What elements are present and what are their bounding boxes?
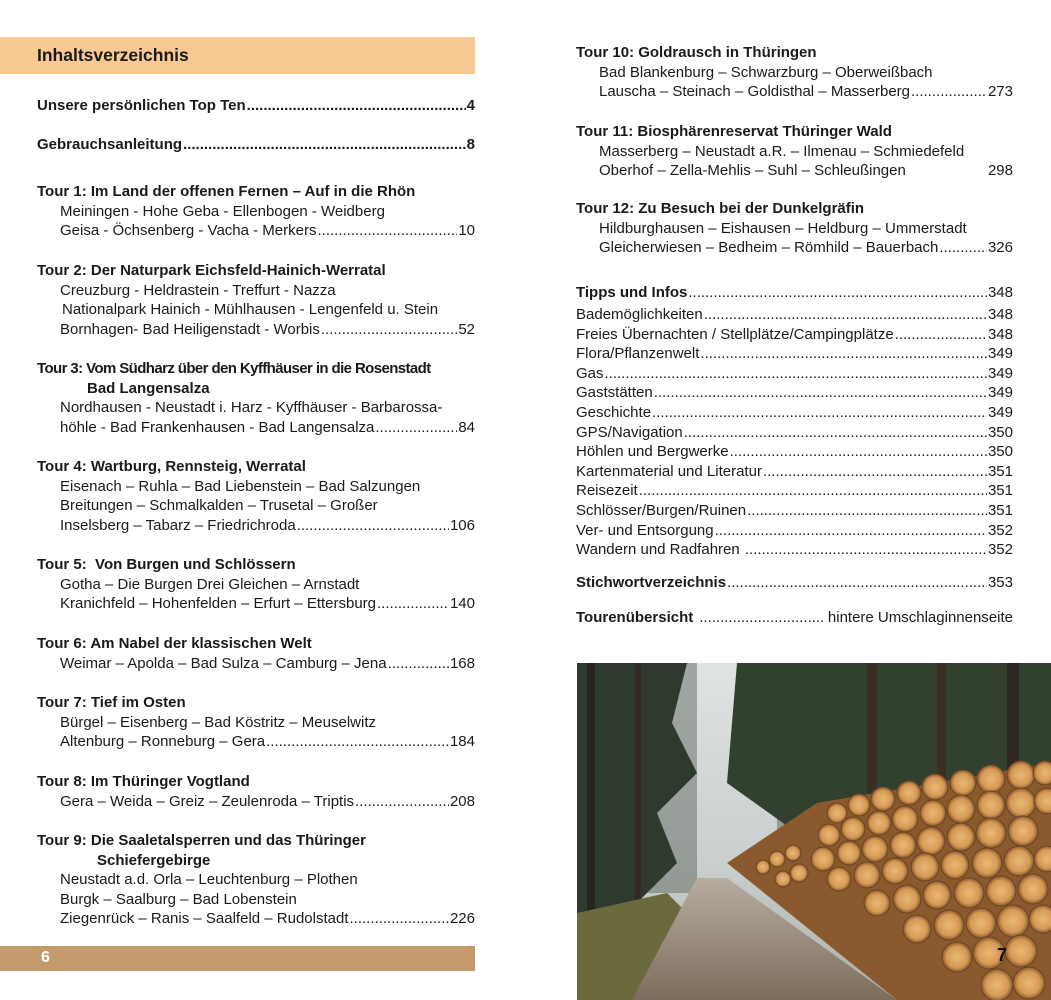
toc-entry-tour2: Tour 2: Der Naturpark Eichsfeld-Hainich-Werratal Creuzburg - Heldrastein - Treffurt - Nazza Nationalpark Hainich - Mühlhausen - Lengenfeld u. Stein Bornhagen- Bad Heiligenstadt - Worbis ..... 52 — [37, 261, 475, 339]
toc-entry-tour5: Tour 5: Von Burgen und Schlössern Gotha – Die Burgen Drei Gleichen – Arnstadt Kranichfeld – Hohenfelden – Erfurt – Ettersburg ..... 140 — [37, 555, 475, 614]
list-item: Wandern und Radfahren ..... 352 — [576, 540, 1013, 560]
toc-entry-tour8: Tour 8: Im Thüringer Vogtland Gera – Weida – Greiz – Zeulenroda – Triptis ..... 208 — [37, 772, 475, 811]
toc-entry-tour6: Tour 6: Am Nabel der klassischen Welt Weimar – Apolda – Bad Sulza – Camburg – Jena ..... 168 — [37, 634, 475, 673]
list-item: Schlösser/Burgen/Ruinen ..... 351 — [576, 501, 1013, 521]
list-item: Freies Übernachten / Stellplätze/Campingplätze ..... 348 — [576, 325, 1013, 345]
list-item: GPS/Navigation ..... 350 — [576, 423, 1013, 443]
toc-entry-tourenuebersicht: Tourenübersicht ..... hintere Umschlaginnenseite — [576, 608, 1013, 628]
list-item: Reisezeit ..... 351 — [576, 481, 1013, 501]
list-item: Flora/Pflanzenwelt ..... 349 — [576, 344, 1013, 364]
list-item: Geschichte ..... 349 — [576, 403, 1013, 423]
page-footer-bar — [0, 946, 475, 971]
toc-entry-tipps: Tipps und Infos ..... 348 — [576, 283, 1013, 303]
toc-entry-tour9: Tour 9: Die Saaletalsperren und das Thüringer Schiefergebirge Neustadt a.d. Orla – Leuchtenburg – Plothen Burgk – Saalburg – Bad Lobenstein Ziegenrück – Ranis – Saalfeld – Rudolstadt ..... 226 — [37, 831, 475, 929]
list-item: Bademöglichkeiten ..... 348 — [576, 305, 1013, 325]
right-page — [525, 0, 1051, 1000]
toc-header: Inhaltsverzeichnis — [0, 37, 475, 74]
toc-entry-gebrauchsanleitung: Gebrauchsanleitung ..... 8 — [37, 135, 475, 155]
toc-info-list — [576, 305, 1013, 560]
list-item: Gaststätten ..... 349 — [576, 383, 1013, 403]
page-number: 7 — [997, 945, 1008, 965]
toc-entry-tour7: Tour 7: Tief im Osten Bürgel – Eisenberg – Bad Köstritz – Meuselwitz Altenburg – Ronneburg – Gera ..... 184 — [37, 693, 475, 752]
list-item: Gas ..... 349 — [576, 364, 1013, 384]
list-item: Ver- und Entsorgung ..... 352 — [576, 521, 1013, 541]
left-page — [0, 0, 525, 1000]
list-item: Höhlen und Bergwerke ..... 350 — [576, 442, 1013, 462]
toc-entry-tour3: Tour 3: Vom Südharz über den Kyffhäuser in die Rosenstadt Bad Langensalza Nordhausen - Neustadt i. Harz - Kyffhäuser - Barbarossa- höhle - Bad Frankenhausen - Bad Langensalza ..... 84 — [37, 359, 475, 437]
forest-woodpile-photo — [577, 663, 1051, 1000]
list-item: Kartenmaterial und Literatur ..... 351 — [576, 462, 1013, 482]
toc-entry-top-ten: Unsere persönlichen Top Ten ..... 4 — [37, 96, 475, 116]
toc-entry-tour4: Tour 4: Wartburg, Rennsteig, Werratal Eisenach – Ruhla – Bad Liebenstein – Bad Salzungen Breitungen – Schmalkalden – Trusetal – Großer Inselsberg – Tabarz – Friedrichroda ..... 106 — [37, 457, 475, 535]
toc-entry-stichwortverzeichnis: Stichwortverzeichnis ..... 353 — [576, 573, 1013, 593]
toc-entry-tour1: Tour 1: Im Land der offenen Fernen – Auf in die Rhön Meiningen - Hohe Geba - Ellenbogen - Weidberg Geisa - Öchsenberg - Vacha - Merkers ..... 10 — [37, 182, 475, 241]
toc-entry-tour10: Tour 10: Goldrausch in Thüringen Bad Blankenburg – Schwarzburg – Oberweißbach Lauscha – Steinach – Goldisthal – Masserberg ..... 273 — [576, 43, 1013, 102]
toc-entry-tour11: Tour 11: Biosphärenreservat Thüringer Wald Masserberg – Neustadt a.R. – Ilmenau – Schmiedefeld Oberhof – Zella-Mehlis – Suhl – Schleußingen 298 — [576, 123, 1013, 180]
toc-entry-tour12: Tour 12: Zu Besuch bei der Dunkelgräfin Hildburghausen – Eishausen – Heldburg – Ummerstadt Gleicherwiesen – Bedheim – Römhild – Bauerbach ..... 326 — [576, 199, 1013, 258]
page-number: 6 — [41, 949, 50, 966]
